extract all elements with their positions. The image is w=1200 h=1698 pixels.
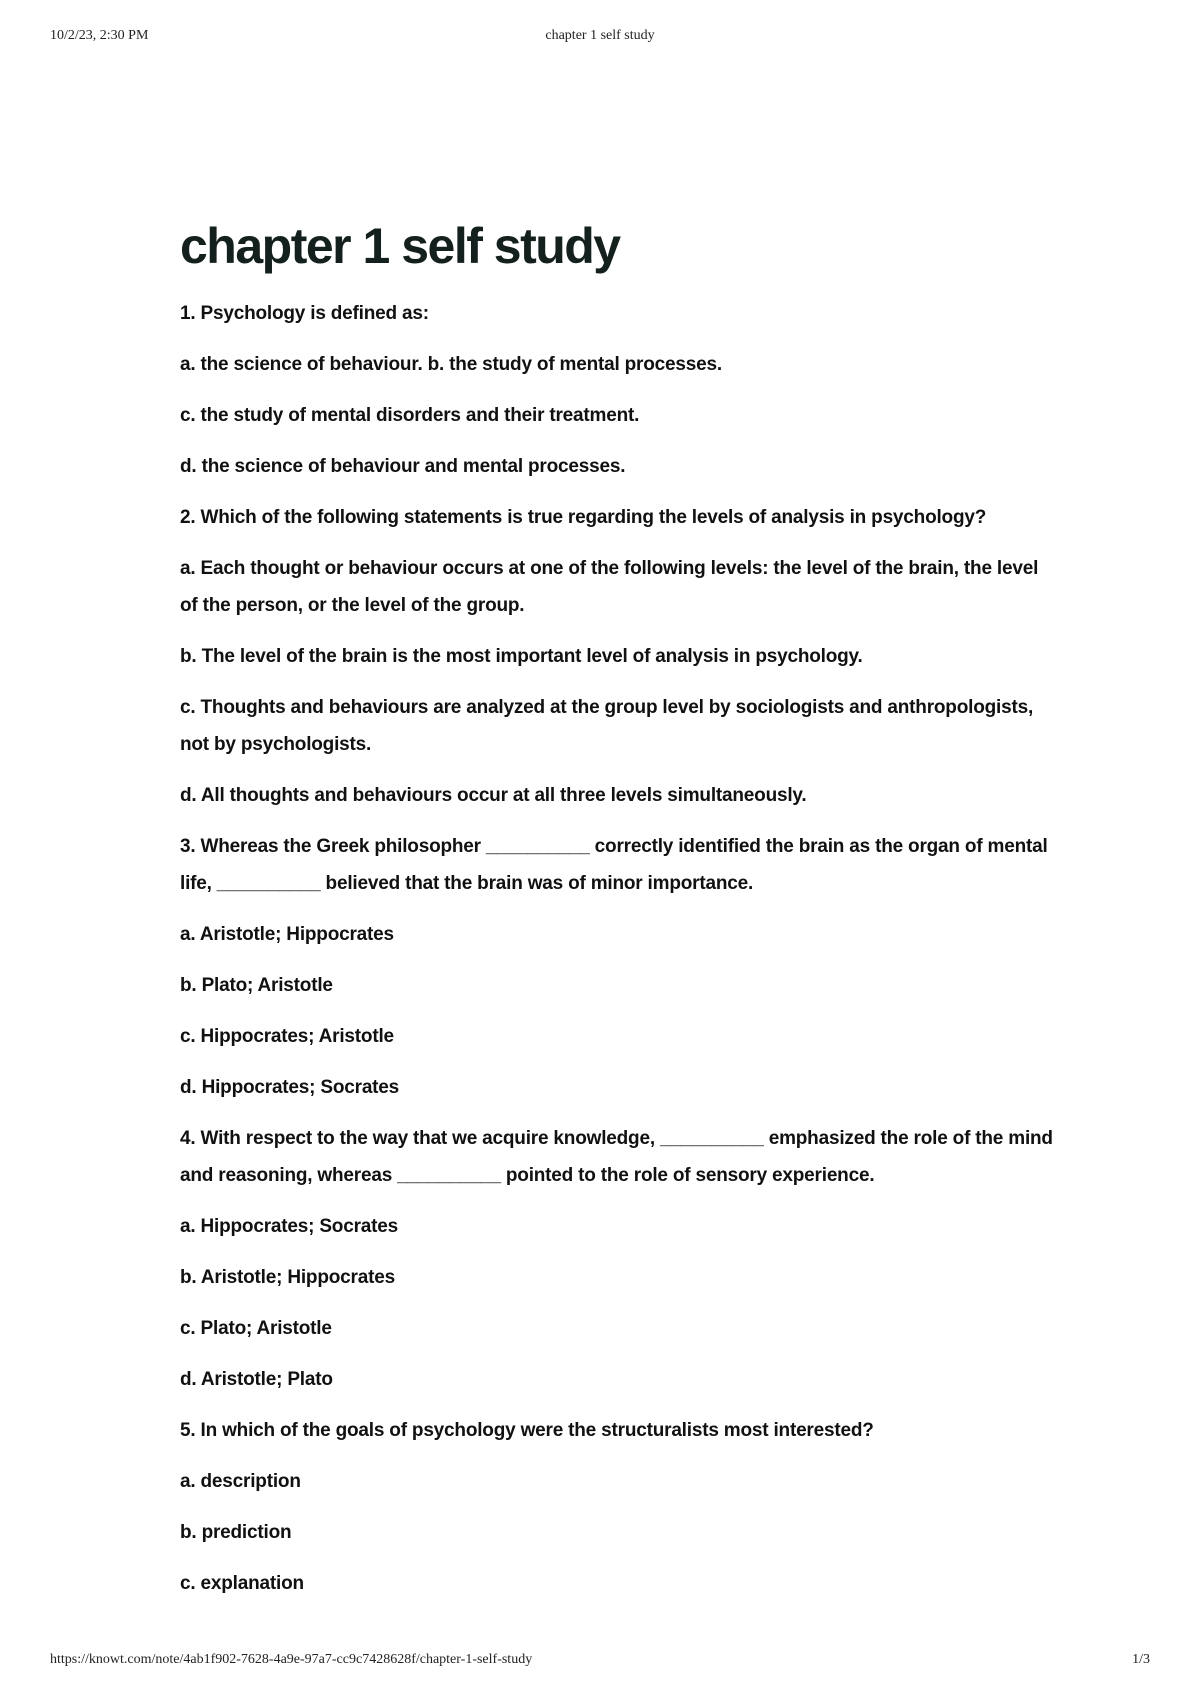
answer-option: b. Aristotle; Hippocrates [180, 1266, 395, 1288]
answer-option: c. the study of mental disorders and their treatment. [180, 404, 640, 426]
document-body [180, 220, 1060, 1616]
page-number: 1/3 [1132, 1652, 1150, 1667]
question-text: 3. Whereas the Greek philosopher __________ correctly identified the brain as the organ of mental life, __________ believed that the brain was of minor importance. [180, 835, 1048, 894]
question-text: 4. With respect to the way that we acquire knowledge, __________ emphasized the role of the mind and reasoning, whereas __________ pointed to the role of sensory experience. [180, 1127, 1053, 1186]
answer-option: c. explanation [180, 1572, 304, 1594]
answer-option: b. prediction [180, 1521, 292, 1543]
question-list [180, 295, 1060, 1602]
answer-option: a. Aristotle; Hippocrates [180, 923, 394, 945]
print-datetime: 10/2/23, 2:30 PM [50, 28, 149, 43]
answer-option: d. Aristotle; Plato [180, 1368, 333, 1390]
answer-option: c. Hippocrates; Aristotle [180, 1025, 394, 1047]
print-footer [50, 1652, 1150, 1674]
answer-option: d. the science of behaviour and mental processes. [180, 455, 626, 477]
answer-option: c. Thoughts and behaviours are analyzed at the group level by sociologists and anthropologists, not by psychologists. [180, 696, 1034, 755]
print-header [50, 28, 1150, 50]
question-text: 1. Psychology is defined as: [180, 302, 429, 324]
answer-option: d. All thoughts and behaviours occur at all three levels simultaneously. [180, 784, 807, 806]
answer-option: d. Hippocrates; Socrates [180, 1076, 400, 1098]
print-doc-title: chapter 1 self study [545, 28, 655, 43]
answer-option: a. description [180, 1470, 301, 1492]
question-text: 2. Which of the following statements is true regarding the levels of analysis in psychology? [180, 506, 987, 528]
page-title: chapter 1 self study [180, 218, 620, 274]
answer-option: b. Plato; Aristotle [180, 974, 333, 996]
answer-option: a. Each thought or behaviour occurs at one of the following levels: the level of the brain, the level of the person, or the level of the group. [180, 557, 1039, 616]
answer-option: b. The level of the brain is the most important level of analysis in psychology. [180, 645, 863, 667]
print-url: https://knowt.com/note/4ab1f902-7628-4a9e-97a7-cc9c7428628f/chapter-1-self-study [50, 1652, 533, 1667]
question-text: 5. In which of the goals of psychology were the structuralists most interested? [180, 1419, 874, 1441]
answer-option: a. the science of behaviour. b. the study of mental processes. [180, 353, 722, 375]
answer-option: a. Hippocrates; Socrates [180, 1215, 399, 1237]
answer-option: c. Plato; Aristotle [180, 1317, 332, 1339]
